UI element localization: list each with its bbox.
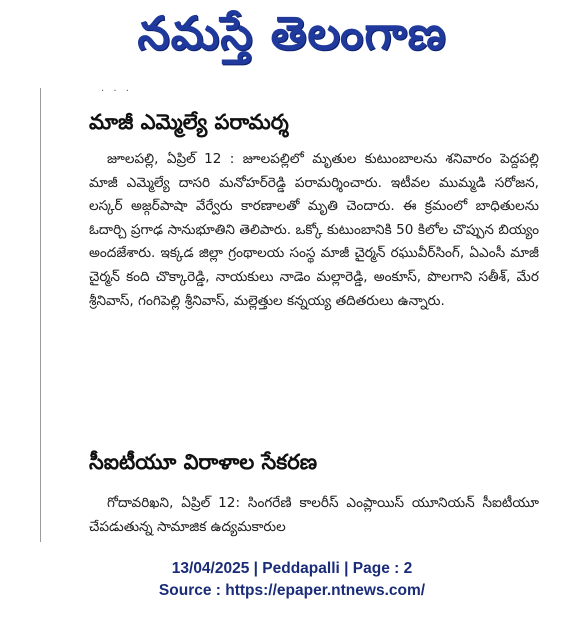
- newspaper-logo: నమస్తే తెలంగాణ: [137, 6, 447, 60]
- article-2-body: గోదావరిఖని, ఏప్రిల్ 12: సింగరేణి కాలరీస్ ఎంప్లాయిస్ యూనియన్ సీఐటీయూ చేపడుతున్న సామాజిక ఉద్యమకారుల: [89, 495, 539, 535]
- article-1-body: జూలపల్లి, ఏప్రిల్ 12 : జూలపల్లిలో మృతుల కుటుంబాలను శనివారం పెద్దపల్లి మాజీ ఎమ్మెల్యే దాసరి మనోహర్‌రెడ్డి పరామర్శించారు. ఇటీవల ముమ్మడి సరోజన, లస్కర్ అజ్గర్‌పాషా వేర్వేరు కారణాలతో మృతి చెందారు. ఈ క్రమంలో బాధితులను ఓదార్చి ప్రగాఢ సానుభూతిని తెలిపారు. ఒక్కో కుటుంబానికి 50 కిలోల చొప్పున బియ్యం అందజేశారు. ఇక్కడ జిల్లా గ్రంథాలయ సంస్థ మాజీ చైర్మన్ రఘువీర్‌సింగ్, ఏఎంసీ మాజీ చైర్మన్ కంది చొక్కారెడ్డి, నాయకులు నాడెం మల్లారెడ్డి, అంకూస్, పొలగాని సతీశ్, మేర శ్రీనివాస్, గంగిపెల్లి శ్రీనివాస్, మల్లెత్తుల కన్నయ్య తదితరులు ఉన్నారు.: [89, 151, 539, 309]
- news-clipping: [40, 88, 547, 542]
- cut-off-text-fragment: · · ·: [101, 88, 132, 97]
- footer-source-url: Source : https://epaper.ntnews.com/: [158, 582, 426, 599]
- footer-date-edition-page: 13/04/2025 | Peddapalli | Page : 2: [171, 560, 413, 577]
- masthead: [0, 0, 584, 78]
- article-2-headline: సీఐటీయూ విరాళాల సేకరణ: [89, 450, 318, 474]
- article-1-headline: మాజీ ఎమ్మెల్యే పరామర్శ: [89, 110, 289, 134]
